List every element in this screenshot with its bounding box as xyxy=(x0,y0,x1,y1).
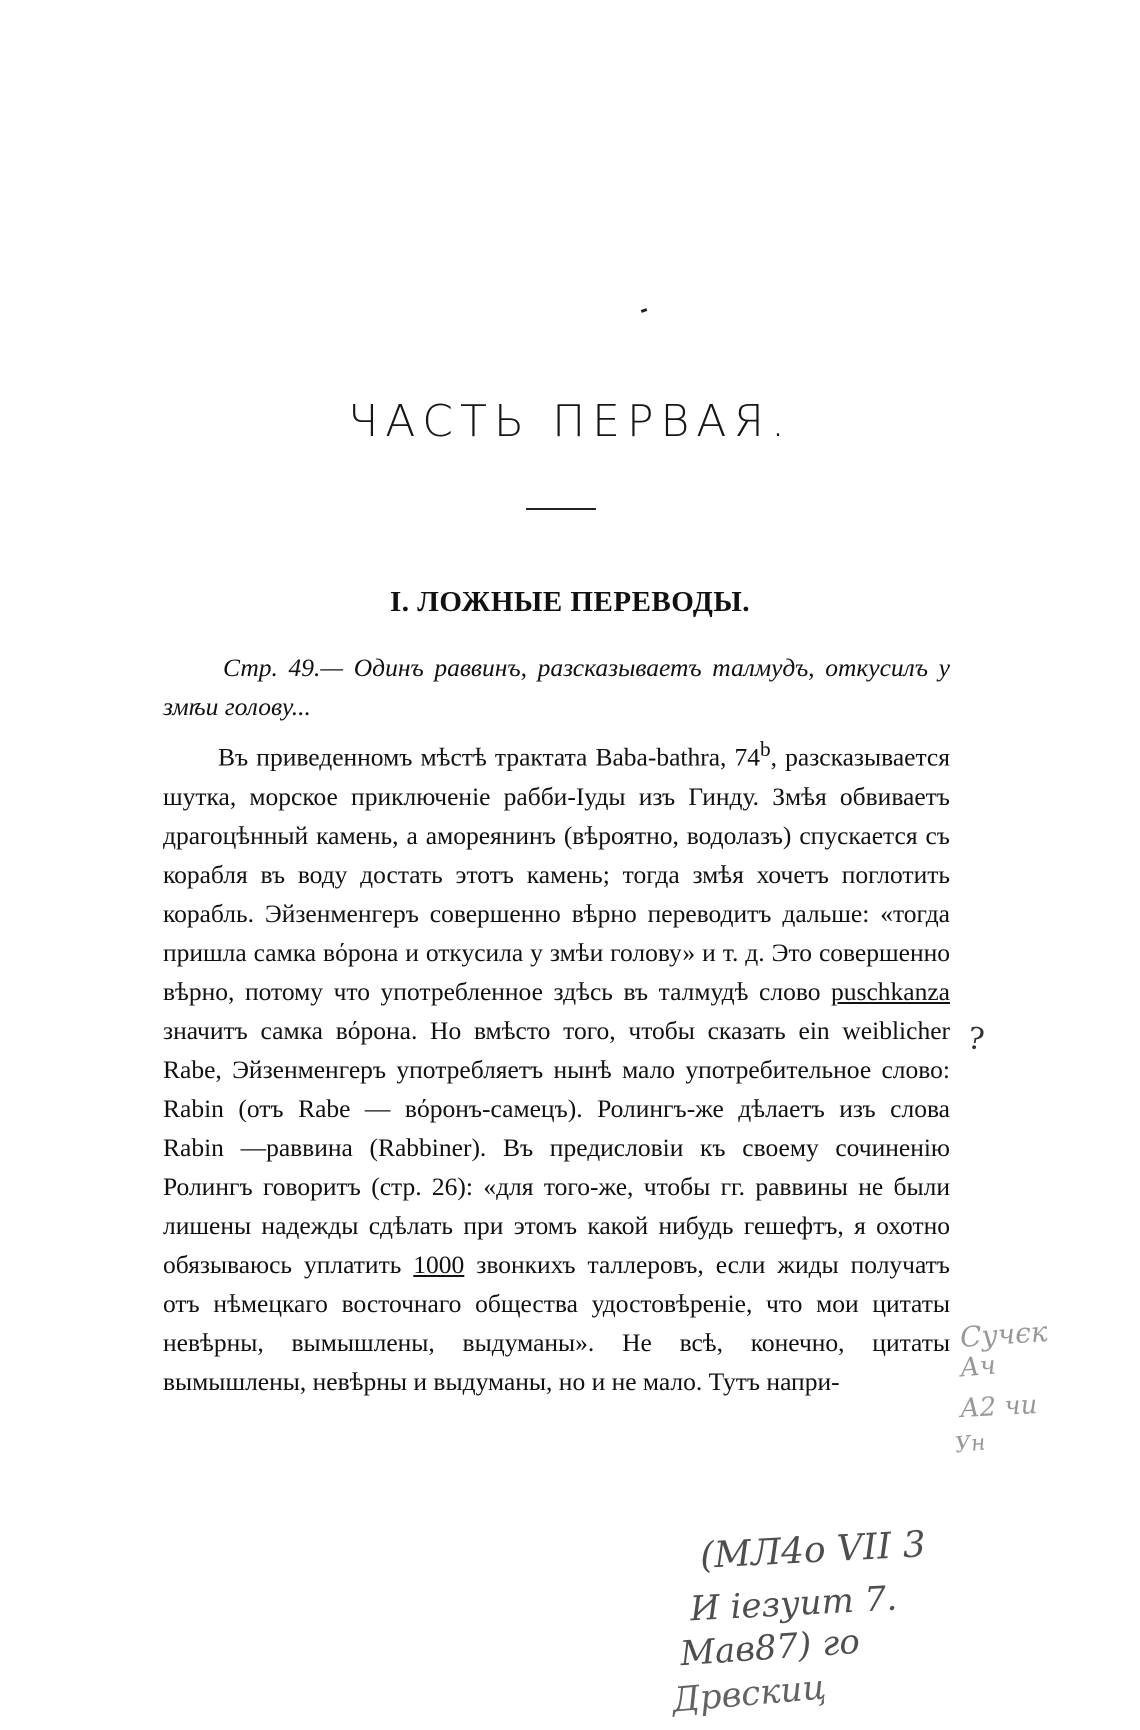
margin-question-mark: ? xyxy=(965,1021,987,1058)
margin-scrawl: Ун xyxy=(953,1430,987,1459)
title-divider xyxy=(526,508,596,510)
margin-scrawl: А2 чи xyxy=(959,1389,1039,1425)
main-paragraph xyxy=(163,730,950,1401)
underlined-number: 1000 xyxy=(413,1249,465,1279)
ink-speck xyxy=(641,308,648,313)
handwritten-annotation xyxy=(670,1510,1120,1730)
handwriting-line: И іезуит 7. xyxy=(689,1578,899,1630)
paragraph-part-4: звонкихъ таллеровъ, если жиды получатъ отъ нѣмецкаго восточнаго общества удостовѣреніе, что мои цитаты невѣрны, вымышлены, выдуманы». Не всѣ, конечно, цитаты вымышлены, невѣрны и выдуманы, но и не мало. Тутъ напри- xyxy=(163,1249,950,1396)
body-text xyxy=(163,648,950,1401)
handwriting-line: (МЛ4о VII 3 xyxy=(699,1524,927,1577)
epigraph: Стр. 49.— Одинъ раввинъ, разсказываетъ талмудъ, откусилъ у змѣи голову... xyxy=(163,653,950,721)
underlined-word: puschkanza xyxy=(831,976,950,1006)
margin-scrawl: Сучєк xyxy=(958,1314,1049,1355)
paragraph-part-3: значитъ самка вόрона. Но вмѣсто того, чтобы сказать ein weiblicher Rabe, Эйзенменгеръ употребляетъ нынѣ мало употребительное слово: Rabin (отъ Rabe — вόронъ-самецъ). Ролингъ-же дѣлаетъ изъ слова Rabin —раввина (Rabbiner). Въ предисловіи къ своему сочиненію Ролингъ говоритъ (стр. 26): «для того-же, чтобы гг. раввины не были лишены надежды сдѣлать при этомъ какой нибудь гешефтъ, я охотно обязываюсь уплатить xyxy=(163,1015,950,1279)
folio-superscript: b xyxy=(760,737,771,761)
handwriting-line: Дрвскиц xyxy=(670,1667,828,1721)
handwriting-line: Мав87) го xyxy=(678,1621,862,1675)
paragraph-part-2: , разсказывается шутка, морское приключеніе рабби-Іуды изъ Гинду. Змѣя обвиваетъ драгоцѣнный камень, а амореянинъ (вѣроятно, водолазъ) спускается съ корабля въ воду достать этотъ камень; тогда змѣя хочетъ поглотить корабль. Эйзенменгеръ совершенно вѣрно переводитъ дальше: «тогда пришла самка вόрона и откусила у змѣи голову» и т. д. Это совершенно вѣрно, потому что употребленное здѣсь въ талмудѣ слово xyxy=(163,742,950,1006)
chapter-title: I. ЛОЖНЫЕ ПЕРЕВОДЫ. xyxy=(389,586,751,618)
part-title: ЧАСТЬ ПЕРВАЯ. xyxy=(348,396,792,447)
margin-scrawl: Ач xyxy=(958,1350,998,1384)
paragraph-part-1: Въ приведенномъ мѣстѣ трактата Baba-bathra, 74 xyxy=(218,742,761,772)
